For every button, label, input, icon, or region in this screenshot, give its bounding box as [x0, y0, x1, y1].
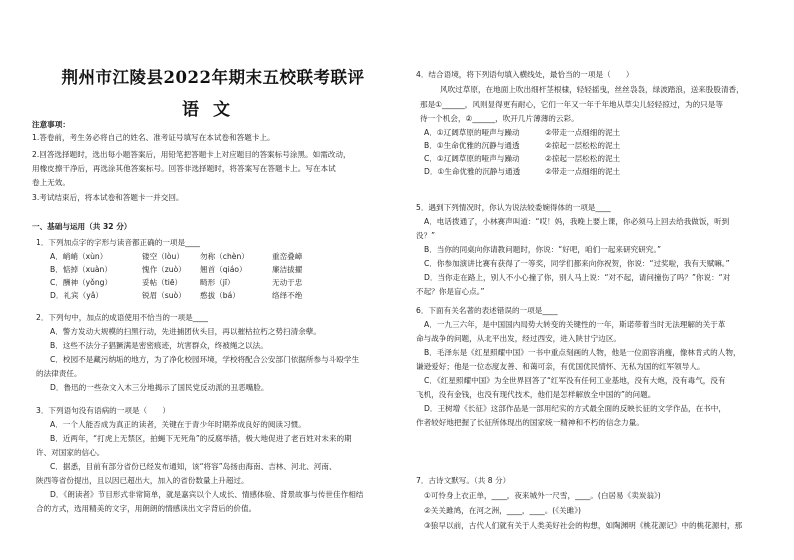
q5-line: 没？”: [416, 231, 436, 240]
question-stem: 2．下列句中，加点的成语使用不恰当的一项是____: [36, 313, 208, 322]
q1-option: 勿称（chèn）: [200, 252, 249, 261]
q2-line: A．警方发动大规模的扫黑行动，先进捕团伙头目，再以摧枯拉朽之势扫清余孽。: [50, 327, 321, 336]
q1-option: 镂空（lòu）: [142, 252, 184, 261]
question-stem: 4．结合语境，将下列语句填入横线处，最恰当的一项是（ ）: [416, 70, 634, 79]
q3-line: 合的方式，选用精美的文字，用朗朗的情感读出文字背后的价值。: [36, 504, 257, 513]
q1-option: 畸形（jī）: [200, 278, 235, 287]
q1-option: 憨拔（bá）: [200, 291, 240, 300]
q6-line: 飞机，没有金钱，也没有现代技术，他们是怎样解放全中国的”的问题。: [416, 390, 656, 399]
q5-line: D．当你走在路上，别人不小心撞了你，别人马上说：“对不起，请问撞伤了吗？”你说：“对: [424, 273, 731, 282]
q4-option: ②带走一点细细的泥土: [545, 128, 621, 137]
q1-option: 锐眉（suò）: [142, 291, 186, 300]
q4-option: B．①生命优雅的沉静与通透: [424, 141, 520, 150]
question-stem: 7．古诗文默写。（共 8 分）: [416, 476, 511, 485]
q4-option: A．①辽阔草原的哑声与躁动: [424, 128, 520, 137]
q1-option: B．惦掉（xuàn）: [50, 265, 112, 274]
q1-option: 廉洁拔擢: [272, 265, 303, 274]
q6-line: B．毛泽东是《红星照耀中国》一书中重点刻画的人物，他是一位面容消瘦，像林肯式的人物，: [424, 348, 741, 357]
q3-line: 许、对国家的信心。: [36, 448, 105, 457]
q3-line: D．《朗读者》节目形式非常简单，就是嘉宾以个人成长、情感体验、背景故事与传世佳作相结: [50, 490, 364, 499]
question-stem: 5．遇到下列情况时，你认为说法较委婉得体的一项是____: [416, 203, 611, 212]
q1-option: 翘首（qiáo）: [200, 265, 247, 274]
q4-option: C．①辽阔草原的哑声与躁动: [424, 154, 520, 163]
notice-line: 3.考试结束后，将本试卷和答题卡一并交回。: [32, 193, 184, 202]
q7-line: ②关关雎鸠，在河之洲，____，____。(《关雎》): [424, 506, 582, 515]
q6-line: D．王树增《长征》这部作品是一部用纪实的方式最全面的反映长征的文学作品，在书中，: [424, 404, 726, 413]
q1-option: 重峦叠嶂: [272, 252, 303, 261]
q4-passage: 那是①______，风则显得更有耐心，它们一年又一年千年地从草尖儿轻轻掠过，为的只是等: [420, 100, 723, 109]
q1-option: D．礼宾（yǎ）: [50, 291, 103, 300]
q3-line: B．近两年，“打虎上无禁区，拍蝇下无死角”的反腐举措，极大地促进了老百姓对未来的期: [50, 434, 352, 443]
notice-line: 卷上无效。: [32, 178, 70, 187]
notice-line: 2.回答选择题时，选出每小题答案后，用铅笔把答题卡上对应题目的答案标号涂黑。如需改动，: [32, 150, 351, 159]
q4-option: ②掠起一层松松的泥土: [545, 154, 621, 163]
q1-option: 妥帖（tiē）: [142, 278, 183, 287]
q1-option: 络绎不绝: [272, 291, 303, 300]
q7-line: ③狼早以前，古代人们就有关于人类美好社会的构想，如陶渊明《桃花源记》中的桃花源村，那: [424, 521, 743, 530]
q4-passage: 风吹过草原，在地面上吹出细杆茎根棣，轻轻摇曳，丝丝袅袅，绿波踏浪，送来股股清香，: [440, 85, 744, 94]
q5-line: C．你参加演讲比赛有获得了一等奖，同学们都来向你祝贺，你说：“过奖啦，我有天赋嘛。”: [424, 259, 730, 268]
exam-title: 荆州市江陵县2022年期末五校联考联评: [61, 68, 365, 87]
q5-line: B．当你的同桌向你请教问题时，你说：“好吧，咱们一起来研究研究。”: [424, 245, 662, 254]
q4-option: ②掠起一层松松的泥土: [545, 141, 621, 150]
q6-line: A．一九三六年，是中国国内局势大转变的关键性的一年，斯诺带着当时无法理解的关于革: [424, 320, 726, 329]
q4-passage: 待一个机会，②______，吹开几片薄薄的云彩。: [420, 114, 579, 123]
q6-line: C．《红星照耀中国》为全世界回答了“红军没有任何工业基地，没有大炮，没有毒气，没有: [424, 376, 726, 385]
q2-line: 的法律责任。: [36, 369, 82, 378]
q6-line: 作者较好地把握了长征所体现出的国家统一精神和不朽的信念力量。: [416, 418, 644, 427]
q4-option: ②带走一点细细的泥土: [545, 167, 621, 176]
q1-option: A．峭峭（xùn）: [50, 252, 108, 261]
q2-line: D．鲁迅的一些杂文入木三分地揭示了国民党反动派的丑恶嘴脸。: [50, 383, 269, 392]
q6-line: 命与战争的问题，从北平出发，经过西安，进入陕甘宁边区。: [416, 334, 622, 343]
section-heading: 一、基础与运用（共 32 分）: [32, 222, 132, 231]
q2-line: B．这些不法分子猖獗满是密密痕迹，坑害群众，终被绳之以法。: [50, 341, 268, 350]
question-stem: 1．下列加点字的字形与读音都正确的一项是____: [36, 238, 201, 247]
notice-header: 注意事项：: [32, 120, 70, 129]
q6-line: 谦逊爱好；他是一位态度友善、和蔼可亲，有优国优民情怀、无私为国的红军领导人。: [416, 362, 705, 371]
q4-option: D．①生命优雅的沉静与通透: [424, 167, 521, 176]
q1-option: 愧作（zuò）: [142, 265, 186, 274]
q1-option: 无动于忠: [272, 278, 303, 287]
q3-line: C．据悉，目前有部分省份已经发布通知，该“将容”岛扬由海南、吉林、河北、河南、: [50, 462, 337, 471]
exam-subject: 语文: [182, 100, 244, 120]
notice-line: 用橡皮擦干净后，再选涂其他答案标号。回答非选择题时，将答案写在答题卡上。写在本试: [32, 164, 336, 173]
q3-line: A．一个人能否成为真正的读者，关键在于青少年时期养成良好的阅读习惯。: [50, 420, 306, 429]
question-stem: 6．下面有关名著的表述错误的一项是____: [416, 306, 558, 315]
q1-option: C．酬神（yǒng）: [50, 278, 113, 287]
q7-line: ①可怜身上衣正单，____，夜来城外一尺雪，____。(白居易《卖炭翁》): [424, 491, 661, 500]
question-stem: 3．下列语句没有语病的一项是（ ）: [36, 406, 170, 415]
q5-line: A．电话拨通了，小林赛声叫道：“哎！妈，我晚上要上课，你必须马上回去给我做饭，听到: [424, 217, 730, 226]
notice-line: 1.答卷前，考生务必将自己的姓名、准考证号填写在本试卷和答题卡上。: [32, 133, 275, 142]
q5-line: 不起？你是盲心点。”: [416, 287, 485, 296]
q3-line: 陕西等省份提出，且以因已超出大，加入的省份数量上升超过。: [36, 476, 249, 485]
q2-line: C．校园不是藏污纳垢的地方，为了净化校园环境，学校将配合公安部门依据所参与斗殴学生: [50, 355, 360, 364]
